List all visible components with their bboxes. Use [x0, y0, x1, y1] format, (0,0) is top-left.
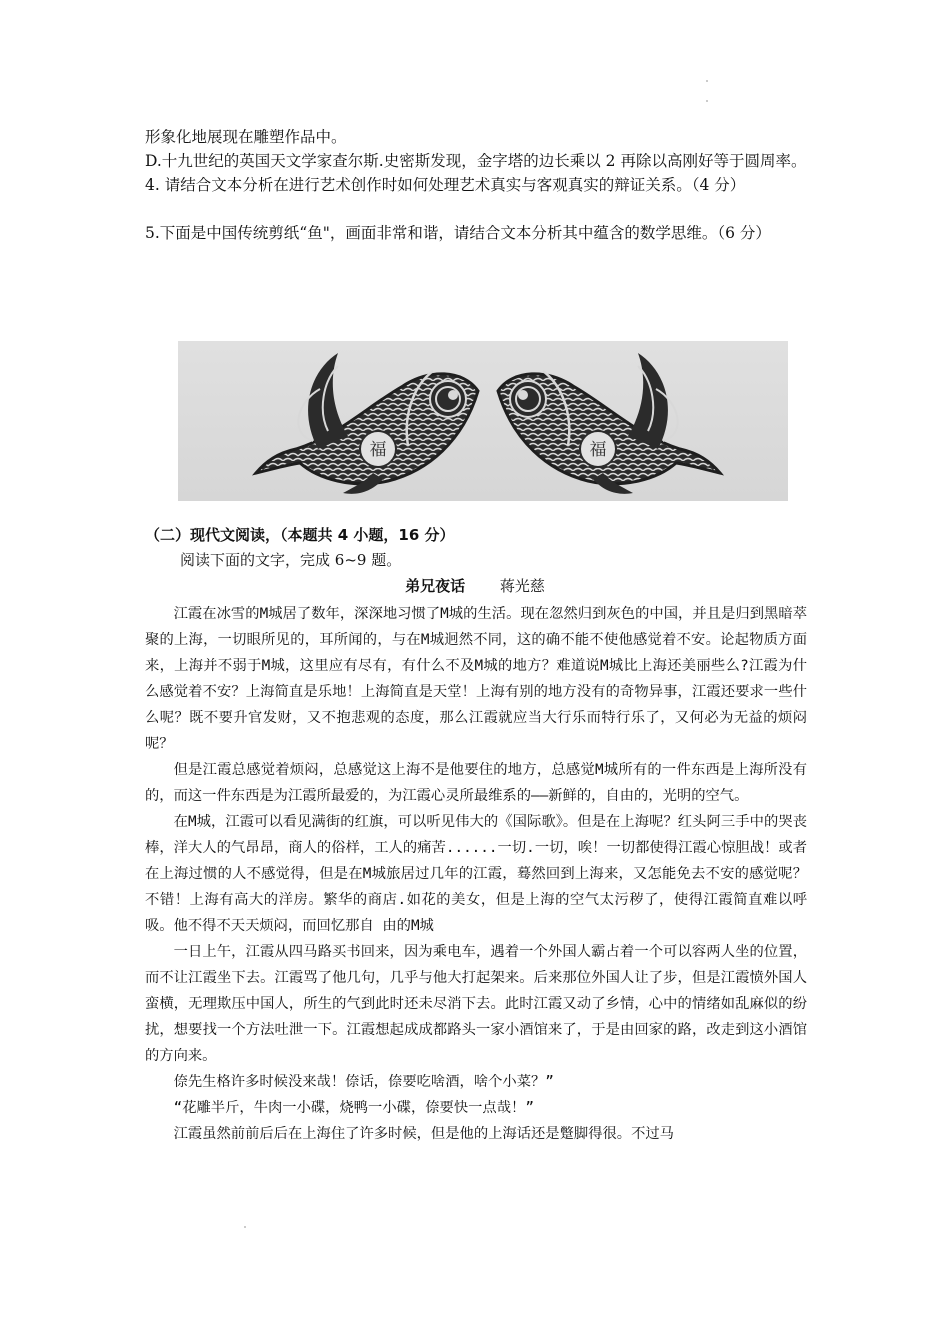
story-paragraph: 倷先生格许多时候没来哉！倷话，倷要吃啥酒，啥个小菜？” [173, 1074, 554, 1090]
story-body [145, 601, 807, 1147]
right-fish [498, 353, 720, 494]
story-paragraph: 江霞在冰雪的M城居了数年，深深地习惯了M城的生活。现在忽然归到灰色的中国，并且是归到黑暗萃聚的上海，一切眼所见的，耳所闻的，与在M城迥然不同，这的确不能不使他感觉着不安。论起物质方面来，上海并不弱于M城，这里应有尽有，有什么不及M城的地方？难道说M城比上海还美丽些么?江霞为什么感觉着不安？上海简直是乐地！上海简直是天堂！上海有别的地方没有的奇物异事，江霞还要求一些什么呢？既不要升官发财，又不抱悲观的态度，那么江霞就应当大行乐而特行乐了，又何必为无益的烦闷呢？ [145, 606, 807, 752]
story-paragraph: 一日上午，江霞从四马路买书回来，因为乘电车，遇着一个外国人霸占着一个可以容两人坐的位置，而不让江霞坐下去。江霞骂了他几句，几乎与他大打起架来。后来那位外国人让了步，但是江霞愤外国人蛮横，无理欺压中国人，所生的气到此时还未尽消下去。此时江霞又动了乡情，心中的情绪如乱麻似的纷扰，想要找一个方法吐泄一下。江霞想起成成都路头一家小酒馆来了，于是由回家的路，改走到这小酒馆的方向来。 [145, 944, 807, 1064]
reading-instruction: 阅读下面的文字，完成 6~9 题。 [180, 551, 402, 569]
story-paragraph: “花雕半斤，牛肉一小碟，烧鸭一小碟，倷要快一点哉！” [173, 1100, 534, 1116]
story-title: 弟兄夜话 [405, 577, 466, 595]
fish-character-right: 福 [589, 440, 607, 460]
question-4: 4. 请结合文本分析在进行艺术创作时如何处理艺术真实与客观真实的辩证关系。（4 分） [145, 176, 746, 194]
story-title-line [0, 575, 950, 596]
scan-speck [244, 1226, 246, 1228]
left-fish [256, 353, 478, 494]
story-paragraph: 江霞虽然前前后后在上海住了许多时候，但是他的上海话还是蹩脚得很。不过马 [173, 1126, 674, 1142]
question-block [145, 125, 813, 245]
option-d: D.十九世纪的英国天文学家查尔斯.史密斯发现，金字塔的边长乘以 2 再除以高刚好等于圆周率。 [145, 152, 807, 170]
scan-speck [706, 100, 708, 102]
previous-option-tail: 形象化地展现在雕塑作品中。 [145, 128, 347, 146]
section-heading: （二）现代文阅读，（本题共 4 小题，16 分） [145, 526, 455, 544]
question-5: 5.下面是中国传统剪纸“鱼"，画面非常和谐，请结合文本分析其中蕴含的数学思维。（6 分） [145, 224, 771, 242]
spacer [145, 197, 813, 221]
paper-cut-fish-figure [178, 341, 788, 501]
fish-papercut-svg [178, 341, 788, 501]
scan-speck [706, 80, 708, 82]
fish-character-left: 福 [369, 440, 387, 460]
story-paragraph: 但是江霞总感觉着烦闷，总感觉这上海不是他要住的地方，总感觉M城所有的一件东西是上海所没有的，而这一件东西是为江霞所最爱的，为江霞心灵所最维系的——新鲜的，自由的，光明的空气。 [145, 762, 807, 804]
story-author: 蒋光慈 [499, 577, 545, 595]
story-paragraph: 在M城，江霞可以看见满街的红旗，可以听见伟大的《国际歌》。但是在上海呢？红头阿三手中的哭丧棒，洋大人的气昂昂，商人的俗样，工人的痛苦......一切.一切，唉！一切都使得江霞心惊胆战！或者在上海过惯的人不感觉得，但是在M城旅居过几年的江霞，蓦然回到上海来，又怎能免去不安的感觉呢？不错！上海有高大的洋房。繁华的商店.如花的美女，但是上海的空气太污秽了，使得江霞简直难以呼吸。他不得不天天烦闷，而回忆那自 由的M城 [145, 814, 807, 934]
